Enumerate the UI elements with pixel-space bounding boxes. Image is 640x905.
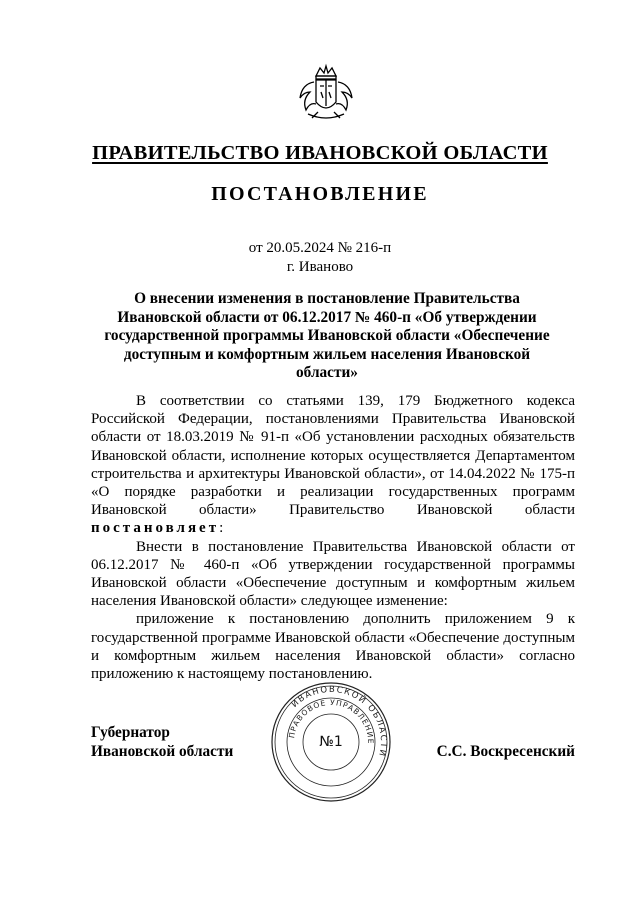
stamp-number: №1 — [319, 734, 343, 750]
paragraph-change: приложение к постановлению дополнить приложением 9 к государственной программе Ивановской области «Обеспечение доступным и комфортным жильем населения Ивановской области» согласно приложению к настоящему постановлению. — [91, 611, 575, 683]
stamp-outer-text: ИВАНОВСКОЙ ОБЛАСТИ — [289, 684, 389, 759]
paragraph-preamble — [91, 392, 575, 538]
date-number: от 20.05.2024 № 216-п — [248, 240, 392, 256]
title-line: доступным и комфортным жильем населения Ивановской области» — [123, 345, 531, 382]
document-type: ПОСТАНОВЛЕНИЕ — [211, 183, 429, 205]
organization-name: ПРАВИТЕЛЬСТВО ИВАНОВСКОЙ ОБЛАСТИ — [92, 142, 548, 164]
preamble-text: В соответствии со статьями 139, 179 Бюджетного кодекса Российской Федерации, постановлениями Правительства Ивановской области от 18.03.2019 № 91-п «Об установлении расходных обязательств Ивановской области, исполнение которых осуществляется Департаментом строительства и архитектуры Ивановской области», от 14.04.2022 № 175-п «О порядке разработки и реализации государственных программ Ивановской области» Правительство Ивановской области — [91, 393, 575, 519]
document-meta — [0, 239, 640, 277]
official-stamp — [268, 680, 394, 804]
coat-of-arms-icon — [294, 62, 358, 124]
signatory-name: С.С. Воскресенский — [436, 743, 575, 760]
signatory-position — [91, 724, 233, 762]
position-line: Ивановской области — [91, 742, 234, 760]
decree-colon: : — [219, 520, 224, 537]
stamp-inner-text: ПРАВОВОЕ УПРАВЛЕНИЕ — [287, 697, 376, 745]
position-line: Губернатор — [91, 724, 170, 741]
decree-verb: постановляет — [91, 520, 220, 537]
title-line: О внесении изменения в постановление Правительства — [134, 290, 520, 307]
city: г. Иваново — [286, 259, 354, 275]
title-line: государственной программы Ивановской области «Обеспечение — [104, 327, 550, 345]
document-title — [92, 290, 562, 383]
organization-heading — [0, 142, 640, 165]
title-line: Ивановской области от 06.12.2017 № 460-п «Об утверждении — [117, 308, 537, 326]
document-body — [91, 392, 575, 683]
paragraph-amendment: Внести в постановление Правительства Ивановской области от 06.12.2017 № 460-п «Об утверждении государственной программы Ивановской области «Обеспечение доступным и комфортным жильем населения Ивановской области» следующее изменение: — [91, 538, 575, 610]
